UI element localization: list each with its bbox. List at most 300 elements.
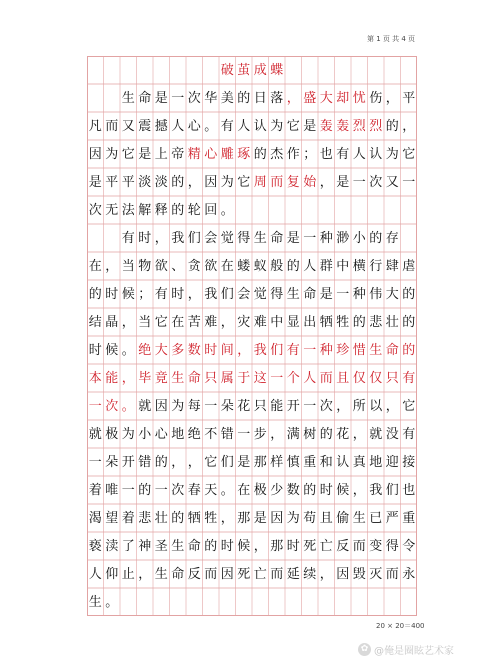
grid-character: 有 — [402, 370, 416, 386]
grid-character: 周 — [253, 174, 267, 190]
grid-character: 时 — [171, 286, 185, 302]
grid-character: 在 — [171, 314, 185, 330]
grid-character: 它 — [402, 146, 416, 162]
grid-text-layer — [87, 56, 417, 616]
grid-character: 晶 — [105, 314, 119, 330]
grid-character: 次 — [319, 398, 333, 414]
grid-character: 候 — [105, 342, 119, 358]
grid-character: ， — [319, 174, 333, 190]
grid-character: ， — [253, 538, 267, 554]
grid-character: 淡 — [154, 174, 168, 190]
grid-character: 的 — [402, 314, 416, 330]
grid-character: 它 — [204, 454, 218, 470]
grid-character: 候 — [237, 538, 251, 554]
grid-character: 是 — [336, 174, 350, 190]
grid-character: 天 — [204, 482, 218, 498]
grid-character: 一 — [237, 426, 251, 442]
grid-character: 亡 — [253, 566, 267, 582]
grid-character: 。 — [220, 202, 234, 218]
grid-character: 有 — [402, 426, 416, 442]
grid-character: 是 — [154, 90, 168, 106]
grid-character: 蝼 — [237, 258, 251, 274]
grid-character: 少 — [270, 482, 284, 498]
grid-character: 人 — [352, 146, 366, 162]
grid-character: 的 — [385, 118, 399, 134]
grid-character: ， — [187, 286, 201, 302]
grid-character: 有 — [286, 342, 300, 358]
grid-character: 出 — [303, 314, 317, 330]
grid-character: 反 — [336, 538, 350, 554]
grid-character: 而 — [385, 566, 399, 582]
grid-character: 难 — [253, 314, 267, 330]
grid-character: 而 — [352, 538, 366, 554]
grid-character: 次 — [187, 90, 201, 106]
grid-character: 就 — [138, 398, 152, 414]
grid-character: ， — [336, 398, 350, 414]
grid-character: 是 — [237, 454, 251, 470]
grid-character: 因 — [270, 510, 284, 526]
grid-character: 错 — [138, 454, 152, 470]
grid-character: 命 — [187, 538, 201, 554]
grid-character: 神 — [138, 538, 152, 554]
grid-character: 一 — [303, 230, 317, 246]
grid-character: 不 — [204, 426, 218, 442]
grid-character: 渎 — [105, 538, 119, 554]
grid-character: 令 — [402, 538, 416, 554]
grid-character: 茧 — [237, 62, 251, 78]
grid-character: 延 — [286, 566, 300, 582]
grid-character: 帝 — [171, 146, 185, 162]
grid-character: 淡 — [138, 174, 152, 190]
grid-character: 。 — [121, 342, 135, 358]
grid-character: 灾 — [237, 314, 251, 330]
grid-character: 伟 — [369, 286, 383, 302]
grid-character: 亵 — [88, 538, 102, 554]
grid-character: 能 — [270, 398, 284, 414]
grid-character: 当 — [121, 258, 135, 274]
grid-character: 因 — [154, 398, 168, 414]
grid-character: 心 — [154, 426, 168, 442]
grid-character: 花 — [237, 398, 251, 414]
grid-character: ， — [220, 510, 234, 526]
grid-character: 的 — [369, 230, 383, 246]
grid-character: 烈 — [352, 118, 366, 134]
grid-character: 而 — [204, 566, 218, 582]
grid-character: 惜 — [352, 342, 366, 358]
grid-character: 绝 — [187, 426, 201, 442]
grid-character: 人 — [303, 258, 317, 274]
grid-character: 。 — [105, 594, 119, 610]
grid-character: 的 — [138, 482, 152, 498]
grid-character: 复 — [286, 174, 300, 190]
grid-character: 候 — [121, 286, 135, 302]
grid-character: ， — [187, 174, 201, 190]
grid-character: 的 — [303, 482, 317, 498]
grid-character: 种 — [352, 286, 366, 302]
grid-character: 仰 — [105, 566, 119, 582]
grid-character: 只 — [385, 370, 399, 386]
grid-character: 中 — [270, 314, 284, 330]
grid-character: 心 — [204, 146, 218, 162]
grid-character: 会 — [237, 286, 251, 302]
grid-character: 命 — [270, 230, 284, 246]
grid-character: 生 — [369, 342, 383, 358]
grid-character: 数 — [286, 482, 300, 498]
grid-character: 欲 — [154, 258, 168, 274]
grid-character: 大 — [319, 90, 333, 106]
grid-character: 琢 — [237, 146, 251, 162]
grid-character: 接 — [402, 454, 416, 470]
grid-character: 们 — [385, 482, 399, 498]
grid-character: 牲 — [204, 510, 218, 526]
grid-character: 极 — [105, 426, 119, 442]
grid-character: 人 — [171, 118, 185, 134]
grid-character: 它 — [154, 314, 168, 330]
grid-character: 无 — [105, 202, 119, 218]
grid-character: 为 — [171, 398, 185, 414]
grid-character: 释 — [154, 202, 168, 218]
grid-character: 也 — [402, 482, 416, 498]
grid-character: 一 — [402, 174, 416, 190]
grid-character: 却 — [336, 90, 350, 106]
grid-character: 能 — [105, 370, 119, 386]
grid-character: 时 — [204, 342, 218, 358]
grid-character: 而 — [105, 118, 119, 134]
grid-character: 是 — [303, 118, 317, 134]
grid-character: 渺 — [336, 230, 350, 246]
grid-character: 有 — [154, 286, 168, 302]
grid-character: 时 — [138, 230, 152, 246]
grid-character: 和 — [319, 454, 333, 470]
grid-character: 它 — [286, 118, 300, 134]
grid-character: 烈 — [369, 118, 383, 134]
grid-character: 平 — [105, 174, 119, 190]
grid-character: 人 — [303, 370, 317, 386]
grid-character: 。 — [121, 398, 135, 414]
grid-character: 杰 — [270, 146, 284, 162]
grid-character: 朵 — [220, 398, 234, 414]
grid-character: 所 — [352, 398, 366, 414]
grid-character: 止 — [121, 566, 135, 582]
grid-character: 命 — [187, 370, 201, 386]
grid-character: 牺 — [319, 314, 333, 330]
grid-character: 小 — [138, 426, 152, 442]
grid-character: ， — [187, 454, 201, 470]
grid-character: 伤 — [369, 90, 383, 106]
grid-character: 就 — [88, 426, 102, 442]
grid-character: ， — [352, 426, 366, 442]
grid-character: 生 — [88, 594, 102, 610]
grid-character: 严 — [385, 510, 399, 526]
grid-character: 命 — [303, 286, 317, 302]
grid-character: 着 — [121, 510, 135, 526]
grid-character: 华 — [204, 90, 218, 106]
grid-character: 朵 — [105, 454, 119, 470]
grid-character: 死 — [237, 566, 251, 582]
manuscript-grid — [87, 56, 417, 616]
grid-character: 就 — [369, 426, 383, 442]
grid-character: 永 — [402, 566, 416, 582]
grid-character: ， — [385, 90, 399, 106]
grid-character: ， — [121, 314, 135, 330]
grid-character: 迎 — [385, 454, 399, 470]
grid-character: 偷 — [336, 510, 350, 526]
grid-character: 重 — [402, 510, 416, 526]
grid-character: 小 — [352, 230, 366, 246]
page-number: 第 1 页 共 4 页 — [367, 35, 416, 43]
grid-character: 生 — [253, 230, 267, 246]
grid-character: 震 — [138, 118, 152, 134]
grid-character: 开 — [121, 454, 135, 470]
grid-character: 的 — [319, 426, 333, 442]
watermark-text: @俺是圈眩艺术家 — [374, 645, 454, 657]
grid-character: 唯 — [105, 482, 119, 498]
grid-character: 苟 — [303, 510, 317, 526]
grid-character: 。 — [220, 482, 234, 498]
grid-character: 间 — [220, 342, 234, 358]
grid-character: 步 — [253, 426, 267, 442]
grid-character: 且 — [336, 370, 350, 386]
grid-character: ， — [402, 118, 416, 134]
grid-character: ； — [138, 286, 152, 302]
grid-character: 命 — [171, 566, 185, 582]
grid-character: 以 — [369, 398, 383, 414]
grid-character: 真 — [352, 454, 366, 470]
grid-character: 次 — [369, 174, 383, 190]
grid-character: 为 — [121, 426, 135, 442]
grid-character: 横 — [352, 258, 366, 274]
grid-character: 种 — [319, 230, 333, 246]
grid-character: 毕 — [138, 370, 152, 386]
grid-character: 圣 — [154, 538, 168, 554]
grid-character: ， — [286, 90, 300, 106]
grid-character: 牲 — [336, 314, 350, 330]
grid-character: 每 — [187, 398, 201, 414]
grid-character: 且 — [319, 510, 333, 526]
grid-character: 有 — [336, 146, 350, 162]
grid-character: 是 — [319, 286, 333, 302]
grid-character: 精 — [187, 146, 201, 162]
grid-character: 又 — [121, 118, 135, 134]
grid-character: 牺 — [187, 510, 201, 526]
grid-character: 为 — [385, 146, 399, 162]
grid-character: 次 — [88, 202, 102, 218]
grid-character: 珍 — [336, 342, 350, 358]
grid-character: 雕 — [220, 146, 234, 162]
grid-character: 有 — [121, 230, 135, 246]
grid-character: 结 — [88, 314, 102, 330]
grid-character: 难 — [204, 314, 218, 330]
grid-character: 变 — [369, 538, 383, 554]
grid-character: 一 — [303, 342, 317, 358]
grid-character: 它 — [121, 146, 135, 162]
grid-character: 灭 — [369, 566, 383, 582]
grid-character: 会 — [204, 230, 218, 246]
grid-character: 一 — [204, 398, 218, 414]
grid-character: 渴 — [88, 510, 102, 526]
grid-character: 上 — [154, 146, 168, 162]
grid-character: 那 — [253, 454, 267, 470]
grid-character: 这 — [253, 370, 267, 386]
grid-character: 的 — [253, 146, 267, 162]
grid-character: 。 — [204, 118, 218, 134]
grid-character: 的 — [171, 510, 185, 526]
grid-character: 是 — [286, 230, 300, 246]
grid-character: 落 — [270, 90, 284, 106]
grid-character: 的 — [88, 286, 102, 302]
grid-character: 轮 — [187, 202, 201, 218]
grid-character: 生 — [286, 286, 300, 302]
grid-character: 心 — [187, 118, 201, 134]
grid-character: ， — [270, 426, 284, 442]
grid-character: 苦 — [187, 314, 201, 330]
grid-character: 壮 — [154, 510, 168, 526]
grid-character: 为 — [220, 174, 234, 190]
grid-character: ， — [154, 230, 168, 246]
grid-character: 时 — [88, 342, 102, 358]
grid-character: 法 — [121, 202, 135, 218]
grid-character: 存 — [385, 230, 399, 246]
grid-character: 轰 — [319, 118, 333, 134]
grid-character: 它 — [237, 174, 251, 190]
grid-character: 毁 — [352, 566, 366, 582]
grid-character: 平 — [121, 174, 135, 190]
grid-character: 是 — [138, 146, 152, 162]
grid-character: 忧 — [352, 90, 366, 106]
grid-character: 觉 — [253, 286, 267, 302]
grid-character: 本 — [88, 370, 102, 386]
grid-character: 生 — [171, 538, 185, 554]
grid-character: ； — [303, 146, 317, 162]
grid-character: 行 — [369, 258, 383, 274]
grid-character: 我 — [369, 482, 383, 498]
grid-character: ， — [220, 314, 234, 330]
grid-character: 样 — [270, 454, 284, 470]
grid-character: 我 — [253, 342, 267, 358]
grid-character: 觉 — [220, 230, 234, 246]
grid-character: 而 — [270, 174, 284, 190]
grid-character: ， — [121, 370, 135, 386]
grid-character: 大 — [154, 342, 168, 358]
grid-character: 而 — [319, 370, 333, 386]
grid-character: 大 — [385, 286, 399, 302]
grid-character: 在 — [237, 482, 251, 498]
grid-character: 认 — [253, 118, 267, 134]
grid-character: 人 — [237, 118, 251, 134]
grid-character: 得 — [385, 538, 399, 554]
grid-character: 解 — [138, 202, 152, 218]
grid-character: 满 — [286, 426, 300, 442]
grid-character: 平 — [402, 90, 416, 106]
grid-character: 肆 — [385, 258, 399, 274]
grid-character: 成 — [253, 62, 267, 78]
grid-character: 也 — [319, 146, 333, 162]
grid-character: 作 — [286, 146, 300, 162]
grid-character: 始 — [303, 174, 317, 190]
grid-character: 因 — [88, 146, 102, 162]
grid-character: ， — [319, 566, 333, 582]
grid-character: 于 — [237, 370, 251, 386]
grid-character: 的 — [237, 90, 251, 106]
grid-character: 的 — [171, 202, 185, 218]
grid-character: 只 — [253, 398, 267, 414]
grid-character: 命 — [138, 90, 152, 106]
grid-character: 蚁 — [253, 258, 267, 274]
grid-character: 一 — [270, 370, 284, 386]
grid-character: 一 — [88, 454, 102, 470]
grid-character: 生 — [171, 370, 185, 386]
grid-character: 反 — [187, 566, 201, 582]
grid-character: 时 — [286, 538, 300, 554]
watermark — [358, 640, 493, 658]
grid-character: 它 — [402, 398, 416, 414]
grid-character: 为 — [270, 118, 284, 134]
grid-character: 的 — [352, 314, 366, 330]
grid-character: 那 — [270, 538, 284, 554]
grid-character: ， — [138, 566, 152, 582]
grid-character: 欲 — [204, 258, 218, 274]
grid-character: 一 — [121, 482, 135, 498]
grid-character: 我 — [171, 230, 185, 246]
grid-character: 命 — [385, 342, 399, 358]
grid-character: 在 — [88, 258, 102, 274]
grid-character: 们 — [187, 230, 201, 246]
grid-character: 了 — [121, 538, 135, 554]
grid-character: 生 — [121, 90, 135, 106]
grid-character: 生 — [352, 510, 366, 526]
app-logo-icon: ✿ — [358, 643, 371, 656]
grid-character: 们 — [270, 342, 284, 358]
grid-character: 花 — [336, 426, 350, 442]
grid-character: 中 — [336, 258, 350, 274]
grid-character: 因 — [204, 174, 218, 190]
grid-character: 认 — [369, 146, 383, 162]
grid-character: 地 — [171, 426, 185, 442]
grid-character: ， — [171, 454, 185, 470]
grid-character: 而 — [270, 566, 284, 582]
grid-character: 当 — [138, 314, 152, 330]
grid-character: 美 — [220, 90, 234, 106]
grid-character: 一 — [171, 90, 185, 106]
grid-character: 没 — [385, 426, 399, 442]
grid-character: 候 — [336, 482, 350, 498]
grid-character: 次 — [105, 398, 119, 414]
grid-character: 悲 — [369, 314, 383, 330]
grid-character: 树 — [303, 426, 317, 442]
grid-character: 时 — [220, 538, 234, 554]
grid-character: 属 — [220, 370, 234, 386]
grid-character: 仅 — [369, 370, 383, 386]
grid-character: 般 — [270, 258, 284, 274]
grid-character: 数 — [187, 342, 201, 358]
grid-character: 死 — [303, 538, 317, 554]
grid-character: 开 — [286, 398, 300, 414]
grid-character: 续 — [303, 566, 317, 582]
grid-character: 有 — [220, 118, 234, 134]
grid-character: 蝶 — [270, 62, 284, 78]
grid-character: 轰 — [336, 118, 350, 134]
grid-character: 一 — [154, 482, 168, 498]
grid-character: 的 — [171, 174, 185, 190]
grid-character: 只 — [204, 370, 218, 386]
grid-character: 的 — [402, 342, 416, 358]
grid-character: 的 — [154, 454, 168, 470]
grid-character: 破 — [220, 62, 234, 78]
grid-character: ， — [352, 482, 366, 498]
grid-character: 悲 — [138, 510, 152, 526]
grid-character: 极 — [253, 482, 267, 498]
grid-character: 那 — [237, 510, 251, 526]
